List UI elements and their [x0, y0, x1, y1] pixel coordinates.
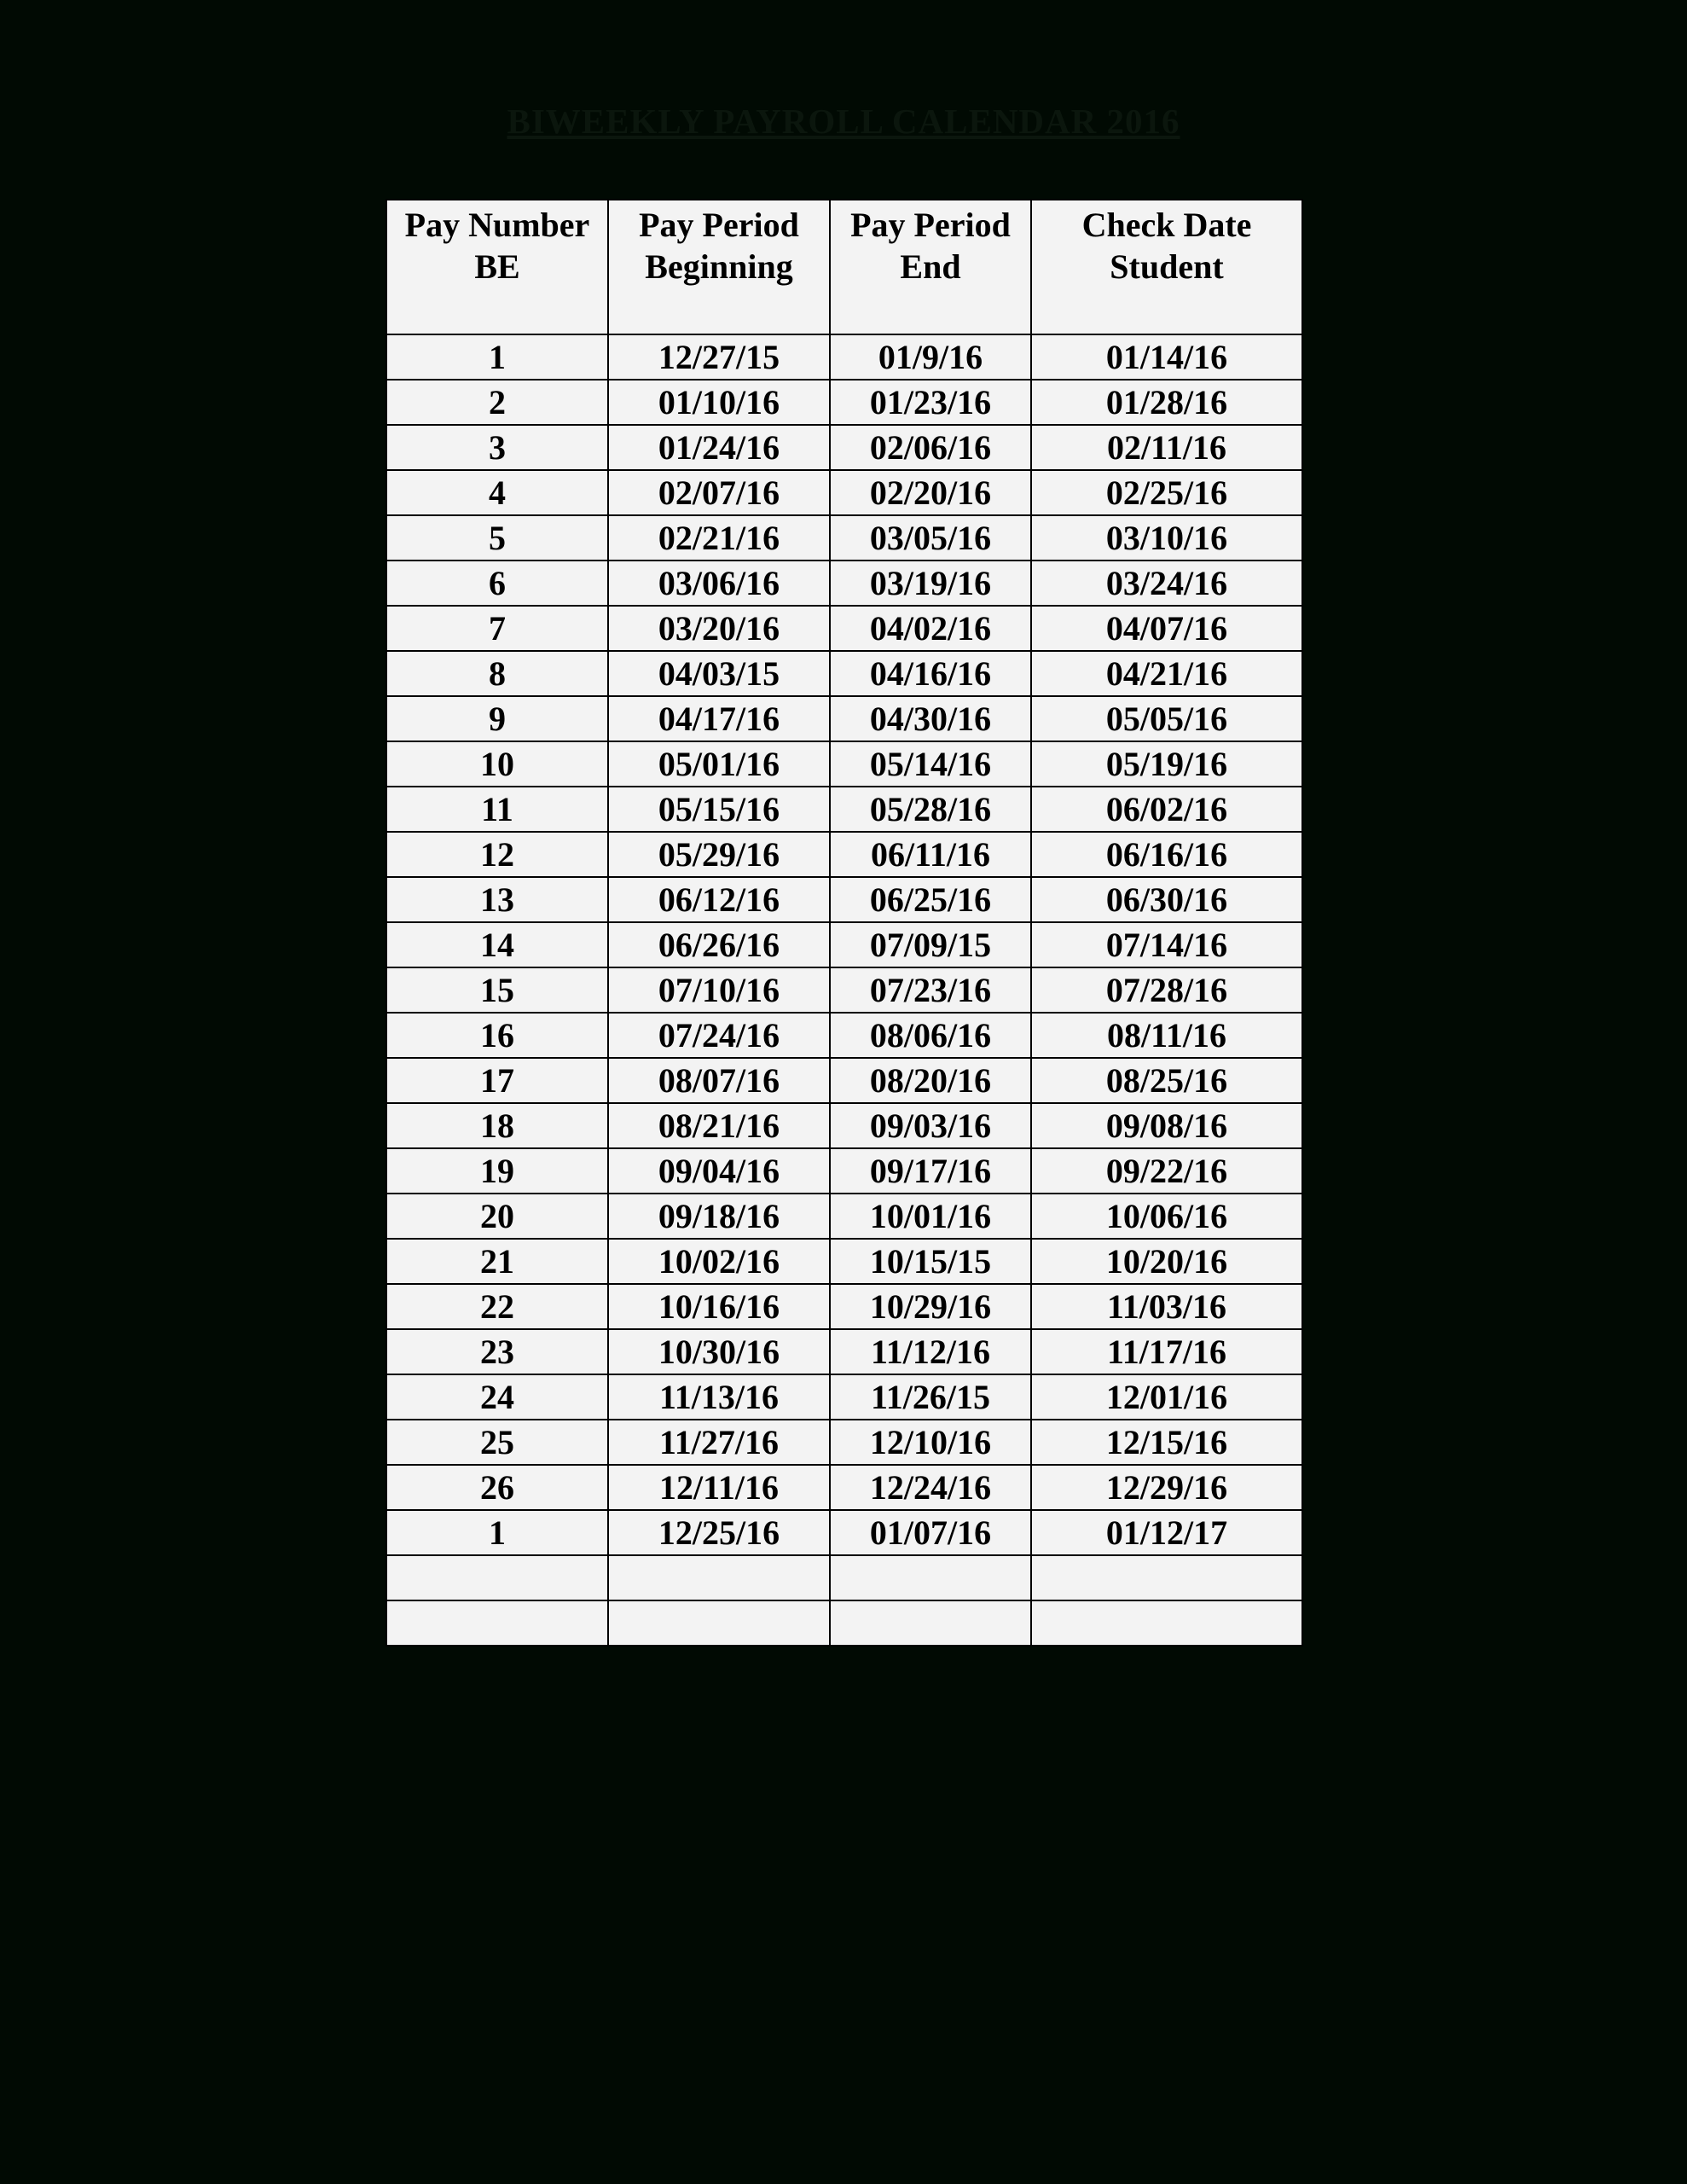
cell-check-date: 04/07/16	[1031, 606, 1302, 651]
cell-period-beginning: 10/30/16	[608, 1329, 830, 1374]
cell-period-beginning	[608, 1600, 830, 1646]
cell-period-beginning: 10/16/16	[608, 1284, 830, 1329]
cell-pay-number: 13	[386, 877, 608, 922]
cell-pay-number: 12	[386, 832, 608, 877]
cell-pay-number: 14	[386, 922, 608, 967]
cell-period-end: 04/02/16	[830, 606, 1031, 651]
cell-period-end	[830, 1555, 1031, 1600]
cell-pay-number: 17	[386, 1058, 608, 1103]
cell-pay-number: 2	[386, 380, 608, 425]
table-row	[386, 1284, 1302, 1329]
cell-period-end: 06/11/16	[830, 832, 1031, 877]
table-row	[386, 1374, 1302, 1420]
cell-check-date: 12/15/16	[1031, 1420, 1302, 1465]
table-row	[386, 877, 1302, 922]
table-row	[386, 1148, 1302, 1194]
cell-pay-number: 11	[386, 787, 608, 832]
cell-period-end: 09/17/16	[830, 1148, 1031, 1194]
cell-period-end: 07/23/16	[830, 967, 1031, 1013]
cell-period-end: 02/06/16	[830, 425, 1031, 470]
cell-pay-number: 9	[386, 696, 608, 741]
cell-pay-number: 10	[386, 741, 608, 787]
cell-check-date: 08/25/16	[1031, 1058, 1302, 1103]
table-row	[386, 1194, 1302, 1239]
cell-period-beginning: 05/29/16	[608, 832, 830, 877]
cell-pay-number	[386, 1600, 608, 1646]
cell-period-end: 11/26/15	[830, 1374, 1031, 1420]
cell-pay-number: 26	[386, 1465, 608, 1510]
cell-period-beginning: 07/10/16	[608, 967, 830, 1013]
cell-period-beginning: 03/06/16	[608, 561, 830, 606]
cell-period-beginning: 02/21/16	[608, 515, 830, 561]
cell-check-date: 09/22/16	[1031, 1148, 1302, 1194]
cell-period-beginning: 11/13/16	[608, 1374, 830, 1420]
cell-period-end	[830, 1600, 1031, 1646]
table-row	[386, 1555, 1302, 1600]
table-header	[386, 200, 1302, 334]
cell-check-date: 04/21/16	[1031, 651, 1302, 696]
cell-period-beginning: 07/24/16	[608, 1013, 830, 1058]
cell-check-date: 12/29/16	[1031, 1465, 1302, 1510]
cell-period-beginning: 05/15/16	[608, 787, 830, 832]
table-body	[386, 334, 1302, 1646]
cell-pay-number: 1	[386, 334, 608, 380]
table-row	[386, 515, 1302, 561]
cell-period-beginning: 12/11/16	[608, 1465, 830, 1510]
cell-period-end: 01/9/16	[830, 334, 1031, 380]
cell-period-end: 08/06/16	[830, 1013, 1031, 1058]
cell-pay-number: 22	[386, 1284, 608, 1329]
cell-check-date: 03/10/16	[1031, 515, 1302, 561]
cell-pay-number: 6	[386, 561, 608, 606]
cell-pay-number	[386, 1555, 608, 1600]
cell-period-beginning: 08/21/16	[608, 1103, 830, 1148]
table-row	[386, 1510, 1302, 1555]
cell-check-date: 05/05/16	[1031, 696, 1302, 741]
cell-pay-number: 21	[386, 1239, 608, 1284]
header-row	[386, 200, 1302, 334]
cell-pay-number: 3	[386, 425, 608, 470]
cell-check-date: 11/17/16	[1031, 1329, 1302, 1374]
table-row	[386, 1058, 1302, 1103]
cell-period-beginning: 12/27/15	[608, 334, 830, 380]
table-row	[386, 967, 1302, 1013]
table-row	[386, 425, 1302, 470]
cell-period-beginning: 05/01/16	[608, 741, 830, 787]
table-row	[386, 651, 1302, 696]
table-row	[386, 561, 1302, 606]
cell-check-date: 10/20/16	[1031, 1239, 1302, 1284]
cell-pay-number: 20	[386, 1194, 608, 1239]
cell-check-date: 12/01/16	[1031, 1374, 1302, 1420]
cell-check-date: 03/24/16	[1031, 561, 1302, 606]
cell-check-date: 06/30/16	[1031, 877, 1302, 922]
table-row	[386, 696, 1302, 741]
cell-period-end: 03/19/16	[830, 561, 1031, 606]
cell-period-beginning: 12/25/16	[608, 1510, 830, 1555]
table-row	[386, 922, 1302, 967]
cell-check-date: 01/12/17	[1031, 1510, 1302, 1555]
cell-period-beginning: 08/07/16	[608, 1058, 830, 1103]
cell-period-end: 10/15/15	[830, 1239, 1031, 1284]
cell-period-end: 08/20/16	[830, 1058, 1031, 1103]
cell-check-date	[1031, 1600, 1302, 1646]
cell-check-date: 06/02/16	[1031, 787, 1302, 832]
cell-check-date: 10/06/16	[1031, 1194, 1302, 1239]
cell-check-date: 06/16/16	[1031, 832, 1302, 877]
table-row	[386, 470, 1302, 515]
table-row	[386, 1103, 1302, 1148]
cell-check-date: 05/19/16	[1031, 741, 1302, 787]
cell-period-beginning: 09/04/16	[608, 1148, 830, 1194]
cell-check-date: 08/11/16	[1031, 1013, 1302, 1058]
cell-check-date: 07/14/16	[1031, 922, 1302, 967]
cell-check-date	[1031, 1555, 1302, 1600]
cell-check-date: 11/03/16	[1031, 1284, 1302, 1329]
payroll-calendar-table	[386, 199, 1303, 1647]
cell-period-beginning: 11/27/16	[608, 1420, 830, 1465]
table-row	[386, 1600, 1302, 1646]
cell-period-end: 05/14/16	[830, 741, 1031, 787]
cell-check-date: 02/25/16	[1031, 470, 1302, 515]
cell-pay-number: 1	[386, 1510, 608, 1555]
cell-pay-number: 16	[386, 1013, 608, 1058]
cell-check-date: 01/28/16	[1031, 380, 1302, 425]
table-row	[386, 832, 1302, 877]
cell-period-end: 01/07/16	[830, 1510, 1031, 1555]
cell-period-beginning	[608, 1555, 830, 1600]
cell-pay-number: 18	[386, 1103, 608, 1148]
cell-check-date: 02/11/16	[1031, 425, 1302, 470]
table-row	[386, 741, 1302, 787]
table-row	[386, 606, 1302, 651]
cell-period-end: 09/03/16	[830, 1103, 1031, 1148]
cell-period-beginning: 06/12/16	[608, 877, 830, 922]
cell-period-end: 11/12/16	[830, 1329, 1031, 1374]
header-period-beginning: Pay Period Beginning	[608, 200, 830, 334]
cell-period-end: 04/30/16	[830, 696, 1031, 741]
cell-period-end: 12/24/16	[830, 1465, 1031, 1510]
cell-period-end: 07/09/15	[830, 922, 1031, 967]
table-row	[386, 787, 1302, 832]
cell-period-beginning: 04/03/15	[608, 651, 830, 696]
table-row	[386, 1329, 1302, 1374]
cell-pay-number: 5	[386, 515, 608, 561]
table-row	[386, 1420, 1302, 1465]
cell-pay-number: 23	[386, 1329, 608, 1374]
table-row	[386, 380, 1302, 425]
header-period-end: Pay Period End	[830, 200, 1031, 334]
cell-period-beginning: 04/17/16	[608, 696, 830, 741]
header-check-date: Check Date Student	[1031, 200, 1302, 334]
cell-period-beginning: 10/02/16	[608, 1239, 830, 1284]
cell-pay-number: 7	[386, 606, 608, 651]
cell-check-date: 09/08/16	[1031, 1103, 1302, 1148]
table-row	[386, 334, 1302, 380]
table-row	[386, 1013, 1302, 1058]
cell-period-end: 06/25/16	[830, 877, 1031, 922]
cell-period-beginning: 06/26/16	[608, 922, 830, 967]
cell-period-beginning: 09/18/16	[608, 1194, 830, 1239]
cell-pay-number: 24	[386, 1374, 608, 1420]
cell-check-date: 07/28/16	[1031, 967, 1302, 1013]
cell-period-end: 01/23/16	[830, 380, 1031, 425]
cell-period-end: 05/28/16	[830, 787, 1031, 832]
cell-period-beginning: 01/24/16	[608, 425, 830, 470]
cell-pay-number: 15	[386, 967, 608, 1013]
table-row	[386, 1239, 1302, 1284]
cell-pay-number: 25	[386, 1420, 608, 1465]
cell-period-end: 03/05/16	[830, 515, 1031, 561]
cell-period-beginning: 02/07/16	[608, 470, 830, 515]
cell-period-end: 04/16/16	[830, 651, 1031, 696]
cell-period-end: 02/20/16	[830, 470, 1031, 515]
table-row	[386, 1465, 1302, 1510]
document-title: BIWEEKLY PAYROLL CALENDAR 2016	[507, 102, 1180, 141]
cell-period-end: 12/10/16	[830, 1420, 1031, 1465]
cell-period-beginning: 03/20/16	[608, 606, 830, 651]
cell-period-end: 10/29/16	[830, 1284, 1031, 1329]
cell-period-beginning: 01/10/16	[608, 380, 830, 425]
cell-period-end: 10/01/16	[830, 1194, 1031, 1239]
cell-pay-number: 8	[386, 651, 608, 696]
cell-pay-number: 4	[386, 470, 608, 515]
cell-check-date: 01/14/16	[1031, 334, 1302, 380]
header-pay-number: Pay Number BE	[386, 200, 608, 334]
cell-pay-number: 19	[386, 1148, 608, 1194]
